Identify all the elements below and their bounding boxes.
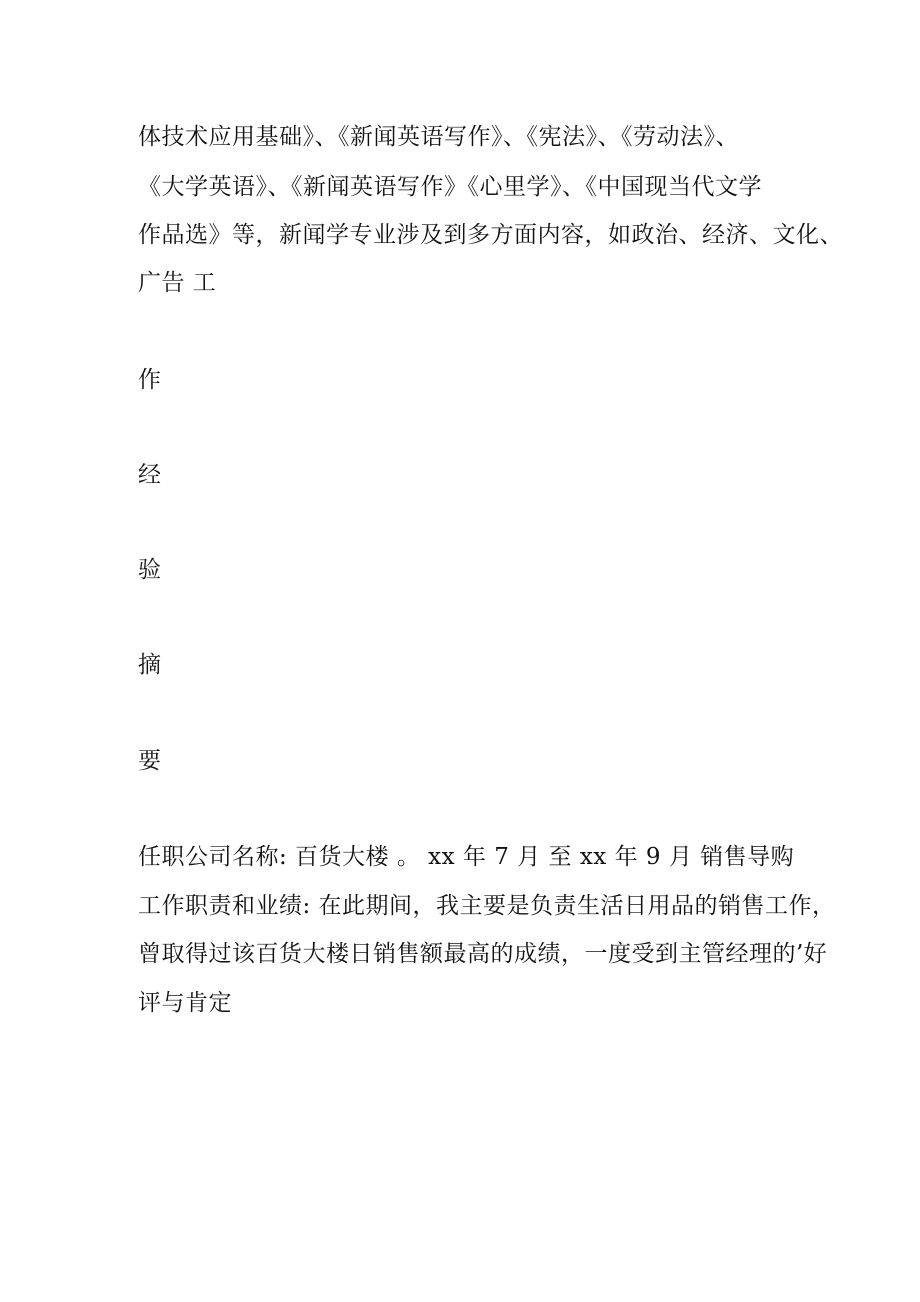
job-duties-line: 曾取得过该百货大楼日销售额最高的成绩，一度受到主管经理的’好 — [138, 941, 828, 967]
paragraph-line: 《大学英语》、《新闻英语写作》《心里学》、《中国现当代文学 — [138, 174, 762, 200]
paragraph-line: 作品选》等，新闻学专业涉及到多方面内容，如政治、经济、文化、 — [138, 222, 843, 248]
paragraph-line: 体技术应用基础》、《新闻英语写作》、《宪法》、《劳动法》、 — [138, 124, 739, 150]
job-company-line: 任职公司名称: 百货大楼 。 xx 年 7 月 至 xx 年 9 月 销售导购 — [138, 844, 795, 870]
heading-char: 经 — [138, 462, 161, 488]
job-duties-line: 评与肯定 — [138, 990, 232, 1016]
heading-char: 作 — [138, 367, 161, 393]
paragraph-line: 广告 工 — [138, 270, 217, 296]
heading-char: 验 — [138, 557, 161, 583]
heading-char: 要 — [138, 748, 161, 774]
job-duties-line: 工作职责和业绩: 在此期间，我主要是负责生活日用品的销售工作， — [138, 893, 836, 919]
heading-char: 摘 — [138, 652, 161, 678]
